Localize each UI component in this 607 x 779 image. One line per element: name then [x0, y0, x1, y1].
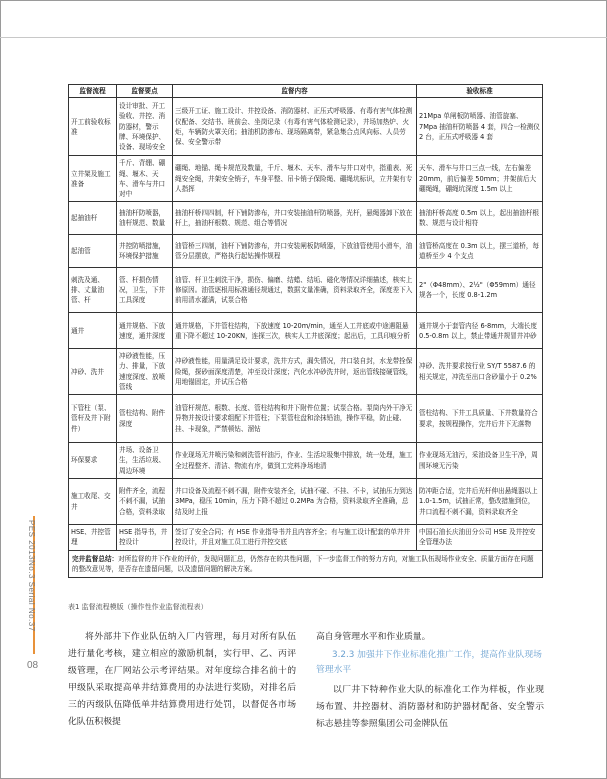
table-row	[69, 443, 543, 479]
page-number: 08	[27, 660, 39, 671]
row-points: 井场、设备卫生，生活垃圾、周边环境	[117, 443, 173, 479]
row-content: 签订了安全合同；有 HSE 作业指导书并且内容齐全；有与施工设计配套的单井井控设计，并且对施工员工进行井控交底	[173, 525, 417, 550]
row-stage: 通井	[69, 313, 117, 349]
row-content: 三级开工证、施工设计、井控设备、消防器材、正压式呼吸器、有毒有害气体检测仪配备、交结书、班前会、坐岗记录（有毒有害气体检测记录），井场加热炉、火炬，车辆防火罩关闭；抽油机防渗布、现场隔离带，紧急集合点风向标、人员劳保、安全警示带	[173, 98, 417, 156]
table-row	[69, 395, 543, 443]
body-paragraph-left: 将外部井下作业队伍纳入厂内管理，每月对所有队伍进行量化考核，建立相应的激励机制，实行甲、乙、丙评级管理，在厂网站公示考评结果。对年度综合排名前十的甲级队采取提高单井结算费用的办法进行奖励，对排名后三的丙级队伍降低单井结算费用进行处罚，以督促各市场化队伍积极提	[68, 632, 296, 727]
section-subheading: 3.2.3 加强井下作业标准化推广工作，提高作业队现场管理水平	[316, 650, 542, 675]
top-rule	[0, 37, 607, 38]
row-content: 油管、杆卫生刺洗干净，损伤、偏磨、结蜡、结垢、磁化等情况详细描述，核实上修原因。油管逐根用标准通径规通过，数据文量准确，资料录取齐全，深度差下入前用清水灌满，试泵合格	[173, 268, 417, 313]
row-standard: 防冲距合适，完井后光杆伸出悬绳器以上 1.0-1.5m，试抽正常，整改措施到位，井口流程不刺不漏，资料录取齐全	[417, 479, 543, 525]
body-paragraph-right-top: 高自身管理水平和作业质量。	[316, 632, 431, 642]
table-row	[69, 349, 543, 395]
row-standard: 中国石油长庆油田分公司 HSE 及井控安全管理办法	[417, 525, 543, 550]
header-stage: 监督流程	[69, 85, 117, 98]
row-content: 冲砂液性能，用量满足设计要求，洗井方式，漏失情况，井口装自封，水龙带拴保险绳，探砂面深度清楚，冲至设计深度；汽化水冲砂洗井时，返出管线接硬管线，用地锚固定，并试压合格	[173, 349, 417, 395]
table-row	[69, 313, 543, 349]
row-stage: HSE、井控管理	[69, 525, 117, 550]
supervision-table	[68, 84, 543, 578]
table-summary-row	[69, 550, 543, 577]
row-stage: 下管柱（泵、管杆及井下附件）	[69, 395, 117, 443]
summary-cell	[69, 550, 543, 577]
table-row	[69, 156, 543, 202]
row-standard: 通井规小于套管内径 6-8mm，大端长度 0.5-0.8m 以上，禁止带通井规冒井冲砂	[417, 313, 543, 349]
row-points: 管、杆损伤情况，卫生，下井工具深度	[117, 268, 173, 313]
table-row	[69, 268, 543, 313]
row-points: 冲砂液性能，压力、排量，下放速度深度、放喷管线	[117, 349, 173, 395]
row-points: HSE 指导书，井控设计	[117, 525, 173, 550]
row-points: 设计审批、开工验收、井控、消防器材，警示牌、环境保护、设备、现场安全	[117, 98, 173, 156]
row-points: 附件齐全，流程不刺不漏，试抽合格，资料录取	[117, 479, 173, 525]
row-content: 油管杆规范、根数、长度、管柱结构和井下附件位置；试泵合格。泵筒内外干净无异物并按设计要求组配下井管柱；下泵管柱盘和涂抹铅油，操作平稳，防止碰、挂、卡现象，严禁顿钻、溜钻	[173, 395, 417, 443]
row-stage: 施工收尾、交井	[69, 479, 117, 525]
row-stage: 冲砂、洗井	[69, 349, 117, 395]
row-content: 抽油杆桥四四制，杆下铺防渗布，井口安装抽油杆防喷器，光杆，悬绳器卸下放在杆上，抽油杆根数、规范、组合等情况	[173, 202, 417, 235]
row-standard: 2"（Φ48mm）、2½"（Φ59mm）通径规各一个，长度 0.8-1.2m	[417, 268, 543, 313]
row-points: 千斤、背绷、硼绳、堰木、天车、滑车与井口对中	[117, 156, 173, 202]
row-standard: 21Mpa 单闸板防喷器、油管旋塞、7Mpa 抽油杆防喷器 4 套，四合一检测仪 2 台，正压式呼吸器 4 套	[417, 98, 543, 156]
row-standard: 抽油杆桥高度 0.5m 以上，起出抽油杆根数、规范与设计相符	[417, 202, 543, 235]
table-row	[69, 479, 543, 525]
row-standard: 冲砂、洗井要求按行业 SY/T 5587.6 的相关规定，冲洗至出口含砂量小于 0.2%	[417, 349, 543, 395]
row-standard: 作业现场无油污，采油设备卫生干净，周围环境无污染	[417, 443, 543, 479]
header-points: 监督要点	[117, 85, 173, 98]
row-stage: 立井架及施工准备	[69, 156, 117, 202]
row-content: 通井规格，下井管柱结构，下放速度 10-20m/min，通至人工井底或中途遇阻悬重下降不超过 10-20KN，连探三次，核实人工井底深度；起出后，工具印痕分析	[173, 313, 417, 349]
header-standard: 验收标准	[417, 85, 543, 98]
row-stage: 开工前验收标准	[69, 98, 117, 156]
row-content: 作业现场无井喷污染和刺洗管杆油污，作业、生活垃圾集中排放，统一处理，施工全过程整齐、清洁、物流有序，做到工完料净场地清	[173, 443, 417, 479]
row-content: 硼绳、地锚、绳卡规范及数量，千斤、堰木、天车、滑车与井口对中，指重表、死绳安全绳，井架安全销子，车身平整、吊卡销子保险绳、硼绳坑标识，立井架有专人指挥	[173, 156, 417, 202]
summary-label: 完井监督总结：	[72, 554, 119, 563]
table-row	[69, 98, 543, 156]
row-content: 油管桥三四制，油杆下铺防渗布，井口安装闸板防喷器，下放油管使用小滑车，油管分层摆放，严格执行起钻操作规程	[173, 235, 417, 268]
row-points: 抽油杆防喷器，油杆规范、数量	[117, 202, 173, 235]
row-points: 通井规格、下放速度，通井深度	[117, 313, 173, 349]
table-caption: 表1 监督流程模版（操作性作业监督流程表）	[68, 603, 208, 611]
row-standard: 管柱结构、下井工具质量、下井数量符合要求，按规程操作，完井后井下无落物	[417, 395, 543, 443]
row-content: 井口设备及流程不刺不漏，附件安装齐全，试抽不碰、不挂、不卡，试抽压力到达 3MPa，稳压 10min，压力下降不超过 0.2MPa 为合格，资料录取齐全准确，总结及时上报	[173, 479, 417, 525]
row-stage: 起油管	[69, 235, 117, 268]
row-standard: 天车、滑车与井口三点一线，左右偏差 20mm，前后偏差 50mm；井架前后大硼绳绳，硼绳坑深度 1.5m 以上	[417, 156, 543, 202]
table-row	[69, 235, 543, 268]
body-paragraph-right: 以厂井下特种作业大队的标准化工作为样板，作业现场布置、井控器材、消防器材和防护器材配备、安全警示标志悬挂等参照集团公司金牌队伍	[316, 685, 544, 729]
summary-text: 对所监督的井下作业的评价，发现问题汇总，仍然存在的共性问题，下一步监督工作的努力方向，对施工队伍现场作业安全、质量方面存在问题的整改意见等，是否存在遗留问题，以及遗留问题的解决方案。	[72, 554, 534, 573]
row-stage: 起抽油杆	[69, 202, 117, 235]
row-stage: 环保要求	[69, 443, 117, 479]
table-row	[69, 202, 543, 235]
header-content: 监督内容	[173, 85, 417, 98]
row-stage: 刺洗及通、排、丈量油管、杆	[69, 268, 117, 313]
journal-info: PES 2013No.3 Serial No.37	[27, 520, 36, 632]
table-header-row	[69, 85, 543, 98]
row-standard: 油管桥高度在 0.3m 以上，摆三道桥，每道桥至少 4 个支点	[417, 235, 543, 268]
row-points: 井控防喷措施，环境保护措施	[117, 235, 173, 268]
row-points: 管柱结构、附件深度	[117, 395, 173, 443]
table-row	[69, 525, 543, 550]
